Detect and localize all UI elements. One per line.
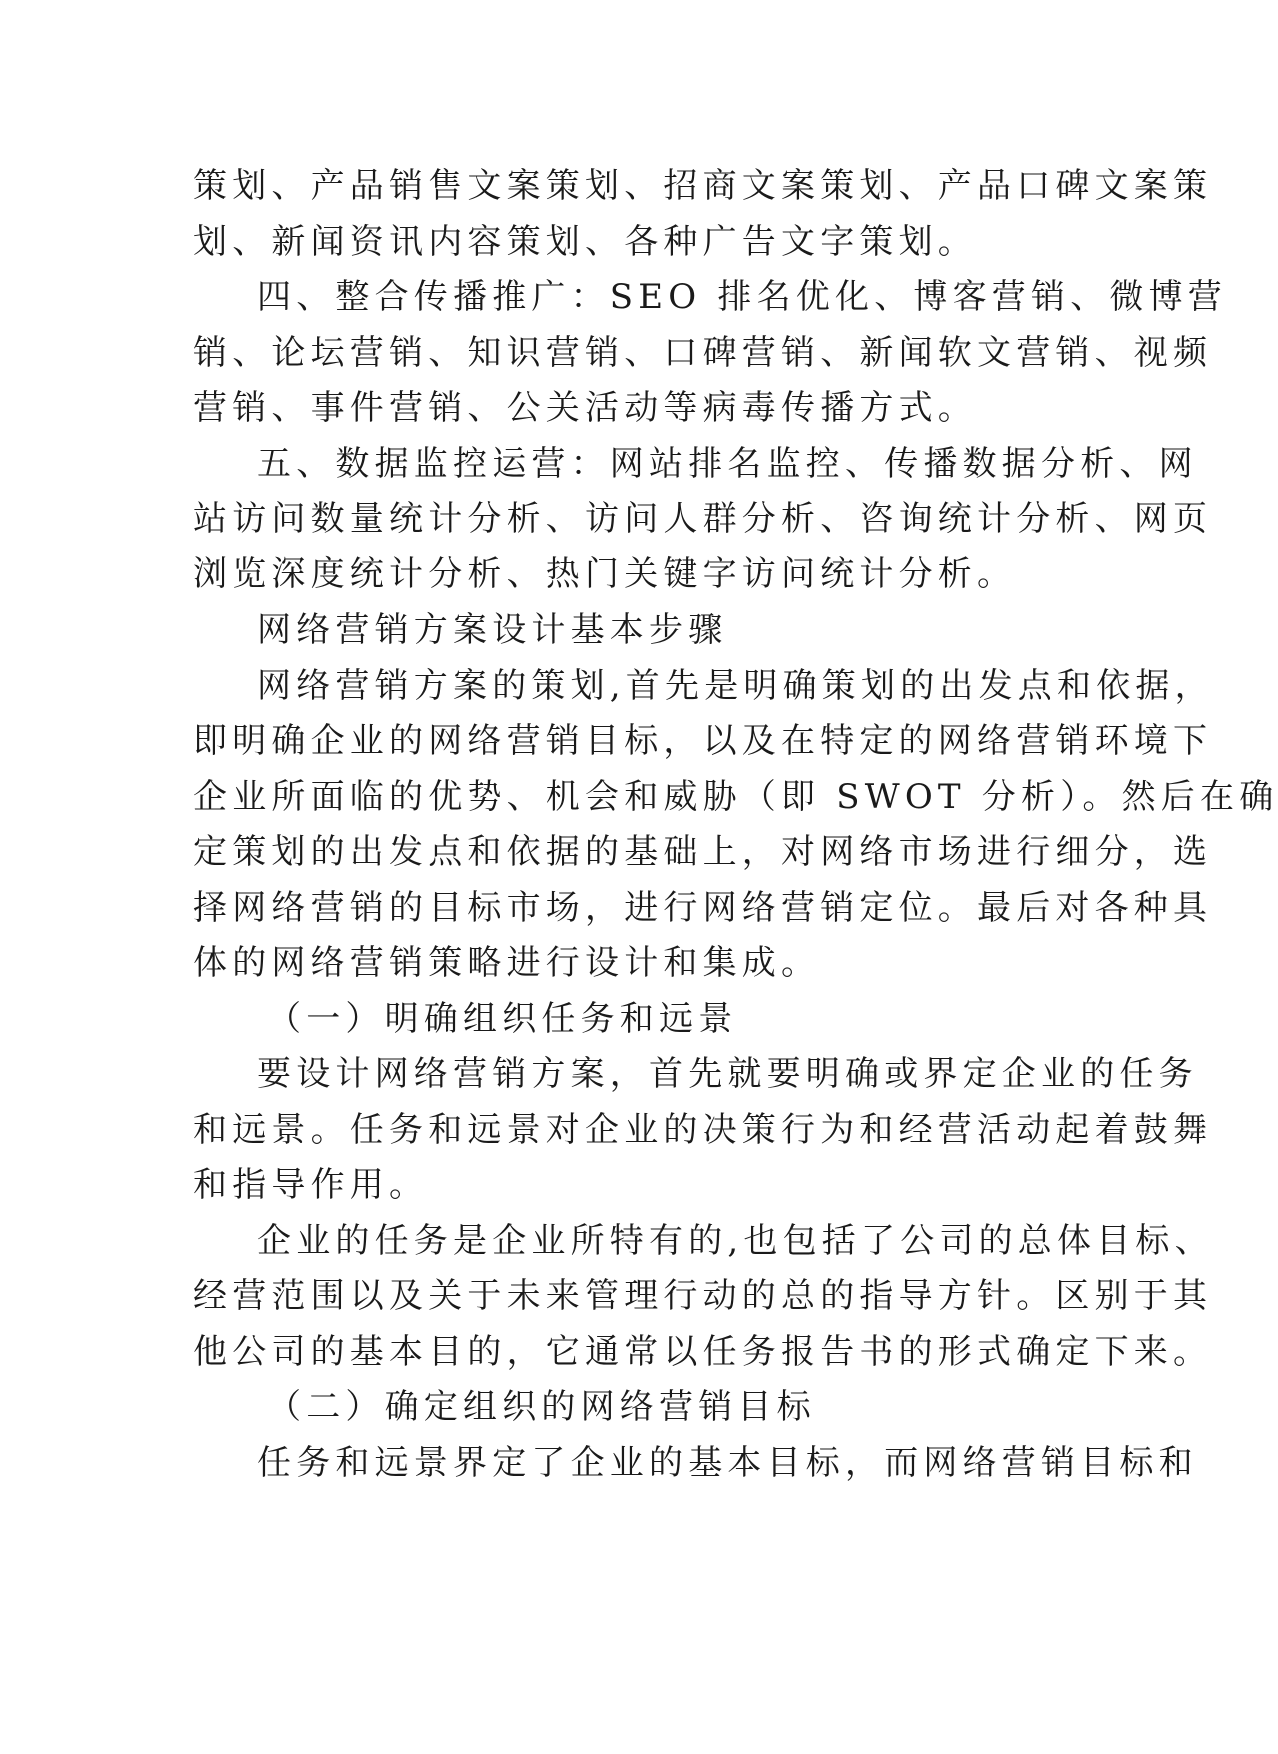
body-text-line: 浏览深度统计分析、热门关键字访问统计分析。 (193, 554, 1017, 594)
body-text-line: 经营范围以及关于未来管理行动的总的指导方针。区别于其 (193, 1276, 1213, 1316)
body-text-line: 策划、产品销售文案策划、招商文案策划、产品口碑文案策 (193, 166, 1213, 206)
subsection-heading: （二）确定组织的网络营销目标 (267, 1387, 816, 1427)
body-text-line: 站访问数量统计分析、访问人群分析、咨询统计分析、网页 (193, 499, 1213, 539)
section-heading: 网络营销方案设计基本步骤 (257, 610, 728, 650)
body-text-line: 企业所面临的优势、机会和威胁（即 SWOT 分析）。然后在确 (193, 777, 1278, 817)
body-text-line: 体的网络营销策略进行设计和集成。 (193, 943, 821, 983)
body-text-line: 五、数据监控运营：网站排名监控、传播数据分析、网 (257, 444, 1198, 484)
body-text-line: 他公司的基本目的，它通常以任务报告书的形式确定下来。 (193, 1332, 1213, 1372)
body-text-line: 要设计网络营销方案，首先就要明确或界定企业的任务 (257, 1054, 1198, 1094)
body-text-line: 即明确企业的网络营销目标，以及在特定的网络营销环境下 (193, 721, 1213, 761)
subsection-heading: （一）明确组织任务和远景 (267, 999, 738, 1039)
body-text-line: 和远景。任务和远景对企业的决策行为和经营活动起着鼓舞 (193, 1110, 1213, 1150)
body-text-line: 择网络营销的目标市场，进行网络营销定位。最后对各种具 (193, 888, 1213, 928)
body-text-line: 企业的任务是企业所特有的,也包括了公司的总体目标、 (257, 1221, 1214, 1261)
body-text-line: 定策划的出发点和依据的基础上，对网络市场进行细分，选 (193, 832, 1213, 872)
body-text-line: 和指导作用。 (193, 1165, 429, 1205)
body-text-line: 任务和远景界定了企业的基本目标，而网络营销目标和 (257, 1443, 1198, 1483)
body-text-line: 四、整合传播推广：SEO 排名优化、博客营销、微博营 (257, 277, 1227, 317)
body-text-line: 划、新闻资讯内容策划、各种广告文字策划。 (193, 222, 977, 262)
body-text-line: 营销、事件营销、公关活动等病毒传播方式。 (193, 388, 977, 428)
body-text-line: 网络营销方案的策划,首先是明确策划的出发点和依据， (257, 666, 1214, 706)
body-text-line: 销、论坛营销、知识营销、口碑营销、新闻软文营销、视频 (193, 333, 1213, 373)
